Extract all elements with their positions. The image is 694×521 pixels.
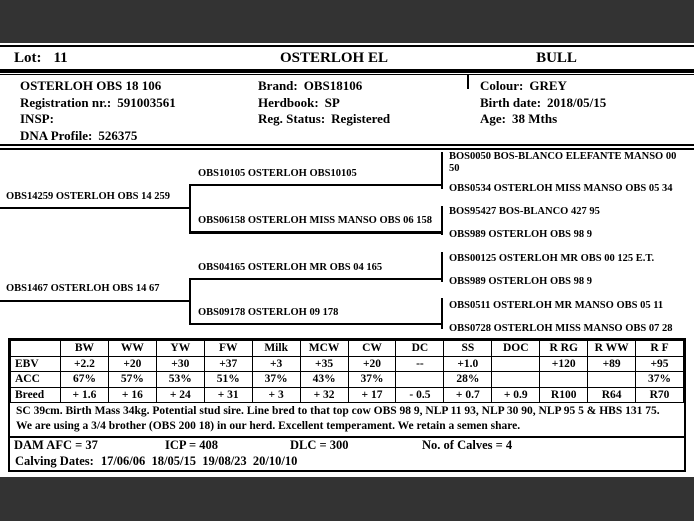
- age-value: 38 Mths: [512, 111, 558, 126]
- herdbook-value: SP: [324, 94, 340, 110]
- sale-notes: SC 39cm. Birth Mass 34kg. Potential stud sire. Line bred to that top cow OBS 98 9, NLP 11 93, NLP 30 90, NLP 95 5 & HBS 131 75. We are using a 3/4 brother (OBS 200 18) in our herd. Excellent temperament. We retain a semen share.: [10, 403, 684, 438]
- birth-date-value: 2018/05/15: [547, 94, 607, 110]
- age-field: [472, 111, 694, 128]
- ebv-value-cell: --: [396, 356, 444, 372]
- brand-label: Brand:: [258, 78, 298, 93]
- pedigree-great-grandparent: OBS989 OSTERLOH OBS 98 9: [449, 229, 592, 240]
- ebv-value-cell: + 31: [204, 387, 252, 403]
- lot-header-row: [0, 47, 694, 69]
- ebv-row-label: ACC: [11, 372, 61, 388]
- registration-value: 591003561: [117, 94, 176, 110]
- pedigree-line: [189, 184, 442, 186]
- ebv-value-cell: 37%: [636, 372, 684, 388]
- brand-value: OBS18106: [303, 78, 363, 93]
- dna-profile-field: [12, 128, 250, 145]
- ebv-column-header: BW: [61, 341, 109, 357]
- pedigree-bracket: [441, 152, 443, 189]
- ebv-value-cell: + 17: [348, 387, 396, 403]
- pedigree-tree: [0, 150, 694, 338]
- ebv-row-label: EBV: [11, 356, 61, 372]
- ebv-table-row: [11, 387, 684, 403]
- empty-cell: [472, 128, 694, 145]
- ebv-value-cell: [492, 356, 540, 372]
- ebv-value-cell: 28%: [444, 372, 492, 388]
- calving-dates-row: [10, 454, 684, 470]
- ebv-value-cell: + 24: [156, 387, 204, 403]
- ebv-value-cell: R70: [636, 387, 684, 403]
- pedigree-granddam-maternal: OBS09178 OSTERLOH 09 178: [198, 307, 339, 318]
- dam-icp-stat: ICP = 408: [165, 438, 218, 452]
- pedigree-line: [0, 300, 190, 302]
- lot-number: 11: [53, 49, 68, 66]
- animal-info-section: [0, 75, 694, 144]
- pedigree-bracket: [189, 278, 191, 325]
- ebv-value-cell: +37: [204, 356, 252, 372]
- animal-name: OSTERLOH EL: [280, 49, 388, 66]
- pedigree-bracket: [441, 206, 443, 235]
- ebv-value-cell: + 0.7: [444, 387, 492, 403]
- reg-status-label: Reg. Status:: [258, 111, 326, 126]
- ebv-value-cell: +20: [108, 356, 156, 372]
- ebv-column-header: R RG: [540, 341, 588, 357]
- calving-dates-label: Calving Dates:: [15, 454, 94, 468]
- dam-afc-stat: DAM AFC = 37: [14, 438, 98, 452]
- ebv-value-cell: +1.0: [444, 356, 492, 372]
- herdbook-label: Herdbook:: [258, 94, 319, 110]
- ebv-corner-cell: [11, 341, 61, 357]
- ebv-value-cell: +120: [540, 356, 588, 372]
- pedigree-line: [0, 207, 190, 209]
- lot-label: Lot:: [14, 49, 42, 66]
- ebv-value-cell: 37%: [252, 372, 300, 388]
- pedigree-line: [189, 278, 442, 280]
- pedigree-line: [189, 231, 442, 234]
- pedigree-bracket: [189, 184, 191, 234]
- ebv-value-cell: [492, 372, 540, 388]
- catalogue-page: [0, 43, 694, 477]
- letterbox-bar-top: [0, 0, 694, 43]
- pedigree-sire: OBS14259 OSTERLOH OBS 14 259: [6, 191, 170, 202]
- dam-stats-row: [10, 438, 684, 454]
- pedigree-great-grandparent: OBS0534 OSTERLOH MISS MANSO OBS 05 34: [449, 183, 673, 194]
- ebv-column-header: MCW: [300, 341, 348, 357]
- insp-field: INSP:: [20, 111, 54, 126]
- animal-id: OSTERLOH OBS 18 106: [20, 78, 162, 93]
- ebv-value-cell: + 16: [108, 387, 156, 403]
- ebv-value-cell: 51%: [204, 372, 252, 388]
- ebv-value-cell: 67%: [61, 372, 109, 388]
- dna-profile-value: 526375: [98, 127, 138, 143]
- ebv-value-cell: +3: [252, 356, 300, 372]
- pedigree-great-grandparent: OBS00125 OSTERLOH MR OBS 00 125 E.T.: [449, 253, 655, 264]
- ebv-table-row: [11, 356, 684, 372]
- ebv-column-header: R WW: [588, 341, 636, 357]
- age-label: Age:: [480, 111, 506, 126]
- ebv-table: [10, 340, 684, 403]
- ebv-column-header: WW: [108, 341, 156, 357]
- ebv-column-header: SS: [444, 341, 492, 357]
- birth-date-label: Birth date:: [480, 94, 542, 110]
- ebv-value-cell: 37%: [348, 372, 396, 388]
- ebv-header-row: [11, 341, 684, 357]
- colour-label: Colour:: [480, 78, 524, 93]
- colour-field: [472, 78, 694, 95]
- pedigree-bracket: [441, 252, 443, 282]
- ebv-value-cell: [396, 372, 444, 388]
- letterbox-bar-bottom: [0, 477, 694, 521]
- ebv-value-cell: [540, 372, 588, 388]
- ebv-value-cell: - 0.5: [396, 387, 444, 403]
- ebv-column-header: YW: [156, 341, 204, 357]
- ebv-value-cell: + 32: [300, 387, 348, 403]
- herdbook-field: [250, 95, 472, 112]
- colour-value: GREY: [529, 78, 567, 93]
- ebv-value-cell: 57%: [108, 372, 156, 388]
- ebv-value-cell: [588, 372, 636, 388]
- pedigree-great-grandparent: BOS95427 BOS-BLANCO 427 95: [449, 206, 600, 217]
- ebv-value-cell: +30: [156, 356, 204, 372]
- pedigree-granddam-paternal: OBS06158 OSTERLOH MISS MANSO OBS 06 158: [198, 215, 432, 226]
- dna-profile-label: DNA Profile:: [20, 127, 93, 143]
- birth-date-field: [472, 95, 694, 112]
- ebv-value-cell: + 3: [252, 387, 300, 403]
- lot-field: [0, 50, 209, 67]
- ebv-column-header: CW: [348, 341, 396, 357]
- ebv-column-header: R F: [636, 341, 684, 357]
- ebv-column-header: DC: [396, 341, 444, 357]
- empty-cell: [250, 128, 472, 145]
- ebv-value-cell: 43%: [300, 372, 348, 388]
- animal-sex: BULL: [536, 49, 577, 66]
- ebv-value-cell: +2.2: [61, 356, 109, 372]
- ebv-value-cell: +35: [300, 356, 348, 372]
- calving-dates-values: 17/06/06 18/05/15 19/08/23 20/10/10: [100, 454, 298, 468]
- dam-calves-stat: No. of Calves = 4: [422, 438, 513, 452]
- registration-label: Registration nr.:: [20, 94, 112, 110]
- ebv-column-header: Milk: [252, 341, 300, 357]
- pedigree-great-grandparent: BOS0050 BOS-BLANCO ELEFANTE MANSO 00 50: [449, 151, 677, 174]
- ebv-value-cell: + 1.6: [61, 387, 109, 403]
- dam-dlc-stat: DLC = 300: [290, 438, 349, 452]
- pedigree-great-grandparent: OBS0511 OSTERLOH MR MANSO OBS 05 11: [449, 300, 664, 311]
- pedigree-line: [189, 323, 442, 325]
- pedigree-bracket: [441, 298, 443, 329]
- registration-field: [12, 95, 250, 112]
- reg-status-value: Registered: [331, 111, 391, 126]
- ebv-value-cell: R100: [540, 387, 588, 403]
- pedigree-great-grandparent: OBS0728 OSTERLOH MISS MANSO OBS 07 28: [449, 323, 673, 334]
- ebv-value-cell: +20: [348, 356, 396, 372]
- pedigree-dam: OBS1467 OSTERLOH OBS 14 67: [6, 283, 160, 294]
- pedigree-grandsire-maternal: OBS04165 OSTERLOH MR OBS 04 165: [198, 262, 383, 273]
- ebv-value-cell: 53%: [156, 372, 204, 388]
- ebv-column-header: FW: [204, 341, 252, 357]
- ebv-value-cell: R64: [588, 387, 636, 403]
- ebv-row-label: Breed: [11, 387, 61, 403]
- performance-section: [8, 338, 686, 472]
- ebv-value-cell: + 0.9: [492, 387, 540, 403]
- ebv-value-cell: +89: [588, 356, 636, 372]
- pedigree-great-grandparent: OBS989 OSTERLOH OBS 98 9: [449, 276, 592, 287]
- ebv-value-cell: +95: [636, 356, 684, 372]
- brand-field: [250, 78, 472, 95]
- ebv-table-row: [11, 372, 684, 388]
- ebv-column-header: DOC: [492, 341, 540, 357]
- reg-status-field: [250, 111, 472, 128]
- pedigree-grandsire-paternal: OBS10105 OSTERLOH OBS10105: [198, 168, 357, 179]
- column-tick-mark: [467, 74, 469, 89]
